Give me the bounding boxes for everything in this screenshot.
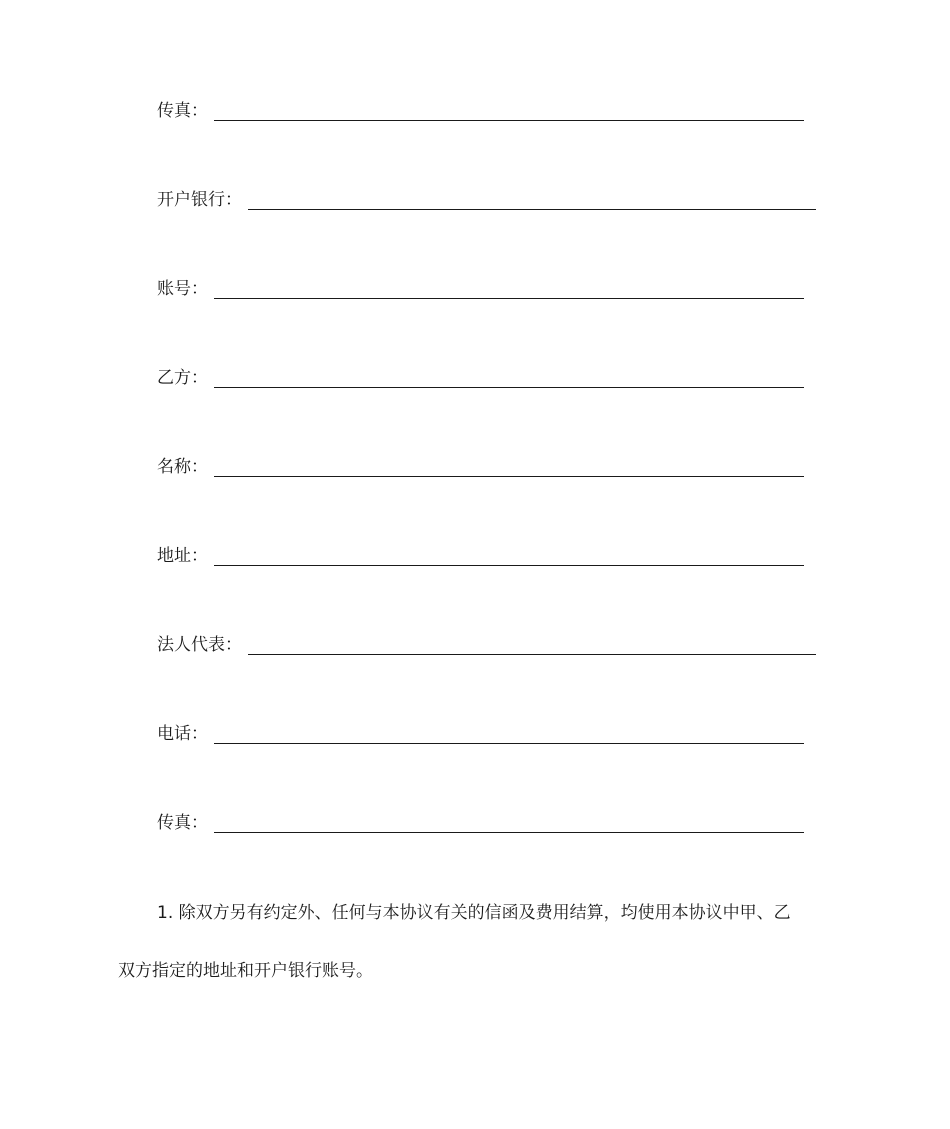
fill-in-line[interactable]	[214, 832, 804, 833]
legal-rep-field-row	[157, 626, 816, 656]
fill-in-line[interactable]	[214, 476, 804, 477]
field-label-phone: 电话：	[157, 724, 208, 744]
fax-field-row-1	[157, 92, 804, 122]
bank-field-row	[157, 181, 816, 211]
name-field-row	[157, 448, 804, 478]
field-label-address: 地址：	[157, 546, 208, 566]
account-field-row	[157, 270, 804, 300]
clause-line-2: 双方指定的地址和开户银行账号。	[118, 961, 373, 981]
party-b-field-row	[157, 359, 804, 389]
fill-in-line[interactable]	[214, 120, 804, 121]
field-label-legal-rep: 法人代表：	[157, 635, 242, 655]
fill-in-line[interactable]	[214, 298, 804, 299]
field-label-fax: 传真：	[157, 101, 208, 121]
fax-field-row-2	[157, 804, 804, 834]
fill-in-line[interactable]	[248, 654, 816, 655]
fill-in-line[interactable]	[214, 387, 804, 388]
field-label-fax: 传真：	[157, 813, 208, 833]
phone-field-row	[157, 715, 804, 745]
fill-in-line[interactable]	[248, 209, 816, 210]
field-label-name: 名称：	[157, 457, 208, 477]
clause-line-1: 1. 除双方另有约定外、任何与本协议有关的信函及费用结算，均使用本协议中甲、乙	[157, 903, 791, 923]
field-label-bank: 开户银行：	[157, 190, 242, 210]
address-field-row	[157, 537, 804, 567]
field-label-account: 账号：	[157, 279, 208, 299]
field-label-party-b: 乙方：	[157, 368, 208, 388]
fill-in-line[interactable]	[214, 743, 804, 744]
fill-in-line[interactable]	[214, 565, 804, 566]
